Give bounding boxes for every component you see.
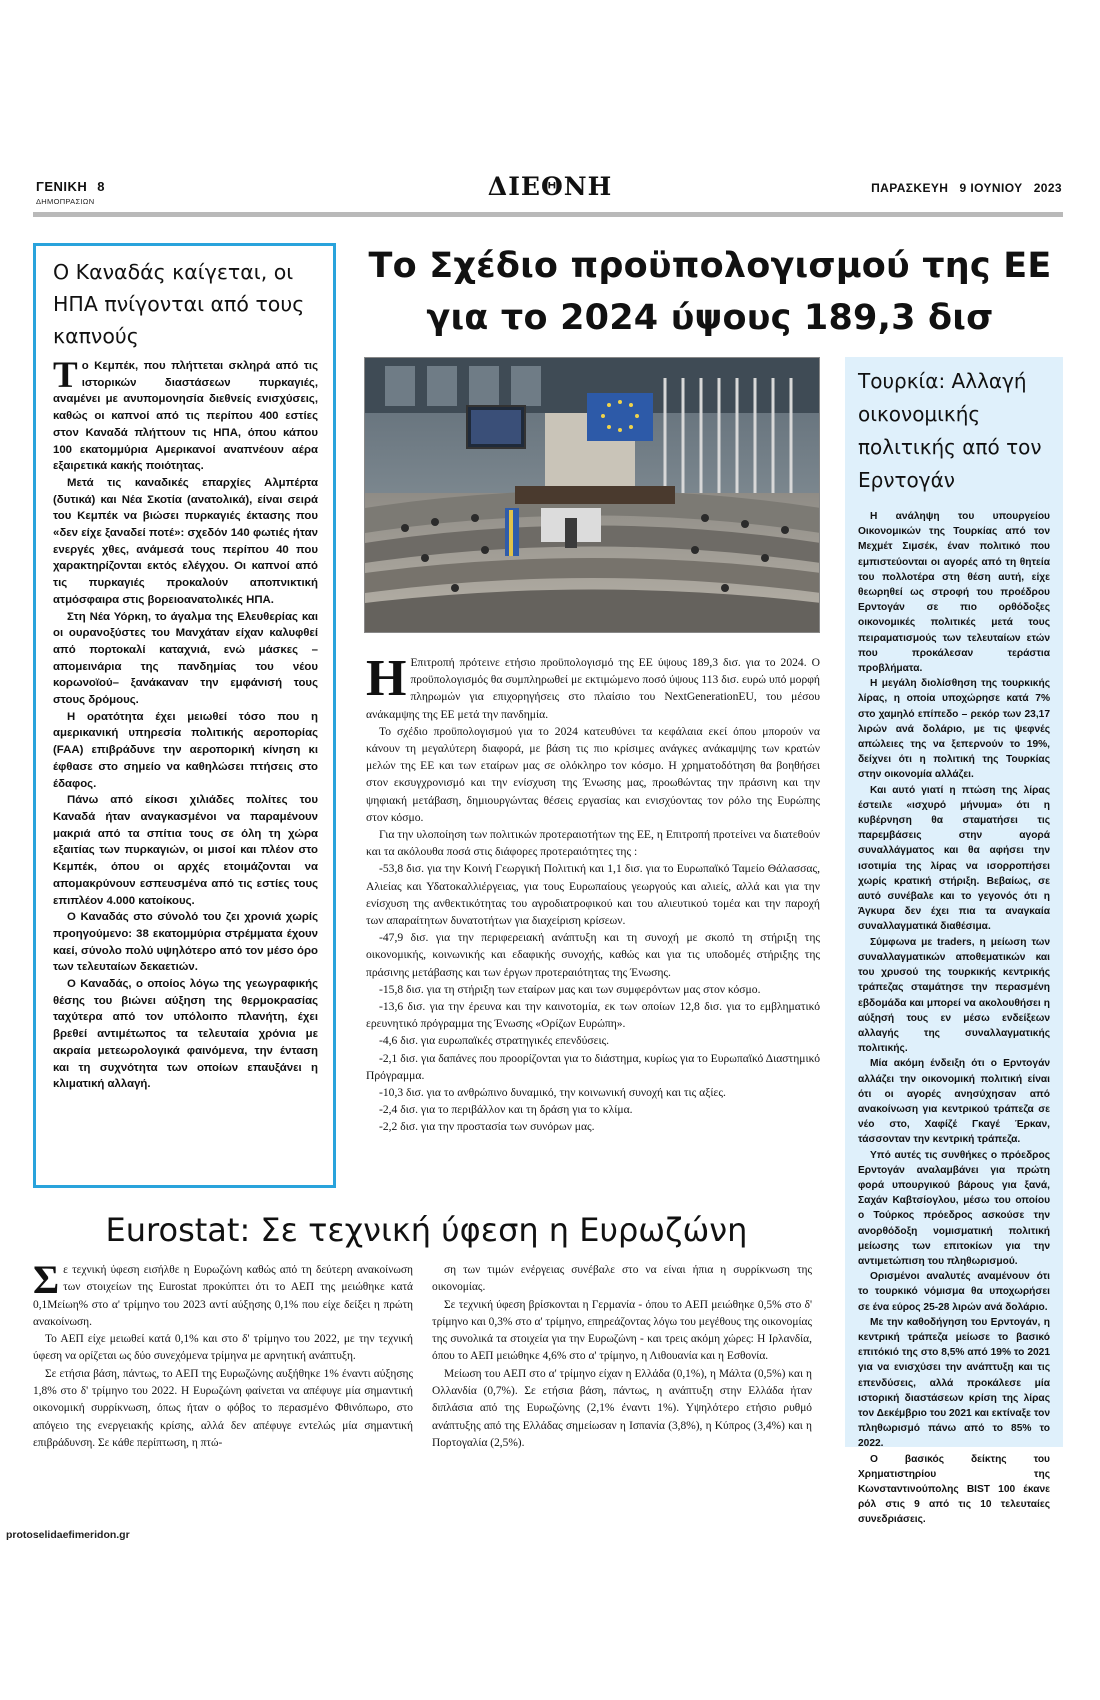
page-number: 8	[97, 179, 105, 194]
eurostat-lead-paragraph: Σε τεχνική ύφεση εισήλθε η Ευρωζώνη καθώς από τη δεύτερη ανακοίνωση των στοιχείων της Eurostat προκύπτει ότι το ΑΕΠ της μειώθηκε κατά 0,1Μείωη% στο α' τρίμηνο του 2023 αντί αύξησης 0,1% που είχε δείξει η πρώτη ανακοίνωση.	[33, 1257, 413, 1328]
turkey-paragraph: Ορισμένοι αναλυτές αναμένουν ότι το τουρκικό νόμισμα θα υποχωρήσει σε ένα εύρος 25-28 λιρών ανά δολάριο.	[858, 1271, 1050, 1313]
turkey-paragraph: Η μεγάλη διολίσθηση της τουρκικής λίρας, η οποία υποχώρησε κατά 7% στο χαμηλό επίπεδο – ρεκόρ των 23,17 λιρών ανά δολάριο, με τις ψεφνές απώλειες της να ξεπερνούν το 19%, δείχνει ότι η πολιτική της Τουρκίας στην οικονομία αλλάζει.	[858, 678, 1050, 781]
turkey-body	[858, 509, 1050, 1528]
budget-headline: Το Σχέδιο προϋπολογισμού της ΕΕ για το 2024 ύψους 189,3 δισ	[368, 246, 1052, 338]
drop-cap: Σ	[33, 1257, 60, 1302]
turkey-paragraph: Με την καθοδήγηση του Ερντογάν, η κεντρική τράπεζα μείωσε το βασικό επιτόκιό της στο 8,5% από 19% το 2021 για να ενισχύσει την ανάπτυξη και τις επενδύσεις, αλλά προκάλεσε μία ιστορική διαστάσεων κρίση της λίρας τον Δεκέμβριο του 2021 και εκτίναξε τον πληθωρισμό πάνω από το 85% το 2022.	[858, 1316, 1050, 1450]
header-rule	[33, 212, 1063, 217]
budget-item: -10,3 δισ. για το ανθρώπινο δυναμικό, την κοινωνική συνοχή και τις αξίες.	[379, 1086, 726, 1100]
drop-cap: Τ	[53, 355, 78, 396]
eurostat-paragraph: Το ΑΕΠ είχε μειωθεί κατά 0,1% και στο δ' τρίμηνο του 2022, με την τεχνική ύφεση να ορίζεται ως δύο συνεχόμενα τρίμηνα με αρνητική ανάπτυξη.	[33, 1333, 413, 1363]
section-label: ΓΕΝΙΚΗ	[36, 179, 88, 194]
budget-items-list	[366, 860, 820, 1135]
canada-article	[33, 243, 336, 1188]
eurostat-paragraph: Μείωση του ΑΕΠ στο α' τρίμηνο είχαν η Ελλάδα (0,1%), η Μάλτα (0,5%) και η Ολλανδία (0,7%). Σε ετήσια βάση, πάντως, η ανάπτυξη στην Ελλάδα ήταν διπλάσια από της Ευρωζώνης (2,1% έναντι 1%). Υψηλότερο ετήσιο ρυθμό ανάπτυξης από της Ελλάδας σημείωσαν η Ισπανία (3,8%), η Κύπρος (3,4%) και η Πορτογαλία (2,5%).	[432, 1367, 812, 1449]
footer-site: protoselidaefimeridon.gr	[6, 1529, 130, 1541]
turkey-paragraph: Η ανάληψη του υπουργείου Οικονομικών της Τουρκίας από τον Μεχμέτ Σιμσέκ, έναν πολιτικό που εμπιστεύονται οι αγορές από τη θητεία του πολλοτέρα στη θέση αυτή, είχε θεωρηθεί ως στροφή του προέδρου Ερντογάν σε πιο ορθόδοξες οικονομικές πολιτικές μετά τους πειραματισμούς των τελευταίων ετών που προκάλεσαν τεράστια προβλήματα.	[858, 511, 1050, 675]
budget-body	[366, 650, 820, 1136]
eurostat-headline: Eurostat: Σε τεχνική ύφεση η Ευρωζώνη	[105, 1211, 748, 1249]
budget-item: -15,8 δισ. για τη στήριξη των εταίρων μας και των συμφερόντων μας στον κόσμο.	[379, 982, 761, 996]
turkey-paragraph: Σύμφωνα με traders, η μείωση των συναλλαγματικών αποθεματικών και του χρυσού της τουρκικής κεντρικής τράπεζας σταμάτησε την περασμένη εβδομάδα και μπορεί να ακολουθήσει η αύξησή τους εν μέσω ενδείξεων αλλαγής της συναλλαγματικής πολιτικής.	[858, 936, 1050, 1055]
canada-paragraph: Η ορατότητα έχει μειωθεί τόσο που η αμερικανική υπηρεσία πολιτικής αεροπορίας (FAA) επιβράδυνε την αεροπορική κίνηση κι έφθασε στο σημείο να καθηλώσει πτήσεις στο έδαφος.	[53, 710, 318, 790]
eurostat-paragraph: ση των τιμών ενέργειας συνέβαλε στο να είναι ήπια η συρρίκνωση της οικονομίας.	[432, 1264, 812, 1294]
budget-item: -2,4 δισ. για το περιβάλλον και τη δράση για το κλίμα.	[379, 1103, 633, 1117]
budget-paragraph: Για την υλοποίηση των πολιτικών προτεραιοτήτων της ΕΕ, η Επιτροπή προτείνει να διατεθούν και τα ακόλουθα ποσά στις διάφορες προτεραιότητες της :	[366, 828, 820, 859]
budget-item: -53,8 δισ. για την Κοινή Γεωργική Πολιτική και 1,1 δισ. για το Ευρωπαϊκό Ταμείο Θάλασσας, Αλιείας και Υδατοκαλλιέργειας, για τους Ευρωπαίους γεωργούς και αλιείς, αλλά και για την ενίσχυση της ανθεκτικότητας του αγροδιατροφικού και του αλιευτικού τομέα και την παροχή των απαραίτητων δυνατοτήτων για διαχείριση κρίσεων.	[366, 862, 820, 928]
eurostat-paragraph: Σε τεχνική ύφεση βρίσκονται η Γερμανία - όπου το ΑΕΠ μειώθηκε 0,5% στο δ' τρίμηνο και 0,3% στο α' τρίμηνο, επηρεάζοντας λόγω του μεγέθους της οικονομίας της συνολικά τα στοιχεία για την Ευρωζώνη - και τρεις ακόμη χώρες: Η Ιρλανδία, όπου το ΑΕΠ μειώθηκε 4,6% στο α' τρίμηνο, η Λιθουανία και η Εσθονία.	[432, 1298, 812, 1363]
budget-item: -47,9 δισ. για την περιφερειακή ανάπτυξη και τη συνοχή με σκοπό τη στήριξη της οικονομικής, κοινωνικής και εδαφικής συνοχής, καθώς και για τις υποδομές στήριξης της πράσινης μετάβασης και των έργων προτεραιότητας της Ένωσης.	[366, 931, 820, 979]
canada-paragraph: Ο Καναδάς στο σύνολό του ζει χρονιά χωρίς προηγούμενο: 38 εκατομμύρια στρέμματα έχουν καεί, σύνολο πολύ υψηλότερο από τον μέσο όρο των τελευταίων δεκαετιών.	[53, 911, 318, 974]
turkey-paragraph: Και αυτό γιατί η πτώση της λίρας έστειλε «ισχυρό μήνυμα» ότι η κυβέρνηση θα σταματήσει τις παρεμβάσεις στην αγορά συναλλάγματος και θα αφήσει την ισοτιμία της λίρας να ισορροπήσει χωρίς κρατική στήριξη. Βεβαίως, σε αυτό συνέβαλε και το γεγονός ότι η Άγκυρα δεν έχει πια τα αναγκαία συναλλαγματικά διαθέσιμα.	[858, 784, 1050, 933]
turkey-headline: Τουρκία: Αλλαγή οικονομικής πολιτικής από τον Ερντογάν	[858, 369, 1042, 492]
eurostat-column-2	[432, 1262, 812, 1452]
budget-item: -2,2 δισ. για την προστασία των συνόρων μας.	[379, 1120, 595, 1134]
canada-lead-paragraph: Το Κεμπέκ, που πλήττεται σκληρά από τις ιστορικών διαστάσεων πυρκαγιές, αναμένει με ανυπομονησία διεθνείς ενισχύσεις, καθώς οι καπνοί από τις περίπου 400 εστίες στον Καναδά πλήττουν τις ΗΠΑ, όπου κάπου 100 εκατομμύρια Αμερικανοί αναπνέουν αέρα εξαιρετικά κακής ποιότητας.	[53, 355, 318, 473]
turkey-paragraph: Υπό αυτές τις συνθήκες ο πρόεδρος Ερντογάν αναλαμβάνει για πρώτη φορά υπουργικού βάρους για ξανά, Σαχάν Καβτσίογλου, μέσω του οποίου ο Τούρκος πρόεδρος ασκούσε την ανορθόδοξη νομισματική πολιτική μείωσης των επιτοκίων για την αντιμετώπιση του πληθωρισμού.	[858, 1149, 1050, 1267]
drop-cap: Η	[366, 650, 407, 707]
parliament-photo	[364, 357, 820, 633]
turkey-paragraph: Ο βασικός δείκτης του Χρηματιστηρίου της Κωνσταντινούπολης BIST 100 έκανε ρόλ στις 9 από τις 10 τελευταίες συνεδριάσεις.	[858, 1453, 1050, 1526]
budget-item: -2,1 δισ. για δαπάνες που προορίζονται για το διάστημα, κυρίως για το Ευρωπαϊκό Διαστημικό Πρόγραμμα.	[366, 1051, 820, 1082]
canada-paragraph: Μετά τις καναδικές επαρχίες Αλμπέρτα (δυτικά) και Νέα Σκοτία (ανατολικά), είναι σειρά του Κεμπέκ να βιώσει πυρκαγιές έκτασης που «δεν είχε ξαναδεί ποτέ»: σχεδόν 140 φωτιές ήταν ενεργές χθες, ανάμεσά τους περίπου 40 που χαρακτηρίζονται εκτός ελέγχου. Οι καπνοί από τις πυρκαγιές προκαλούν αποπνικτική ατμόσφαιρα στις βορειοανατολικές ΗΠΑ.	[53, 476, 318, 606]
masthead-title: ΔΙΕΘΝΗ	[487, 172, 613, 201]
masthead-date: ΠΑΡΑΣΚΕΥΗ 9 ΙΟΥΝΙΟΥ 2023	[871, 181, 1062, 195]
budget-lead-paragraph: Η Επιτροπή πρότεινε ετήσιο προϋπολογισμό της ΕΕ ύψους 189,3 δισ. για το 2024. Ο προϋπολογισμός θα συμπληρωθεί με εκτιμώμενο ποσό ύψους 113 δισ. ευρώ υπό μορφή πληρωμών για επιχορηγήσεις στο πλαίσιο του NextGenerationEU, του μέσου ανάκαμψης της ΕΕ μετά την πανδημία.	[366, 650, 820, 721]
section-subtitle: ΔΗΜΟΠΡΑΣΙΩΝ	[36, 197, 95, 206]
canada-paragraph: Ο Καναδάς, ο οποίος λόγω της γεωγραφικής θέσης του βιώνει αύξηση της θερμοκρασίας ταχύτερα από τον υπόλοιπο πλανήτη, έχει βρεθεί αντιμέτωπος τα τελευταία χρόνια με ακραία μετεωρολογικά φαινόμενα, την ένταση και τη συχνότητα των οποίων επαυξάνει η κλιματική αλλαγή.	[53, 978, 318, 1091]
turkey-article	[845, 357, 1063, 1526]
eurostat-column-1	[33, 1257, 413, 1452]
budget-paragraph: Το σχέδιο προϋπολογισμού για το 2024 κατευθύνει τα κεφάλαια εκεί όπου μπορούν να κάνουν τη μεγαλύτερη διαφορά, με βάση τις πιο κρίσιμες ανάγκες ανάκαμψης των κρατών μελών της ΕΕ και των εταίρων μας σε ολόκληρο τον κόσμο. Η χρηματοδότηση θα βοηθήσει στον εκσυγχρονισμό και την ενίσχυση της Ένωσης μας, προωθώντας την πράσινη και την ψηφιακή μετάβαση, δημιουργώντας θέσεις εργασίας και ενισχύοντας τον ρόλο της Ευρώπης στον κόσμο.	[366, 724, 820, 824]
canada-paragraph: Στη Νέα Υόρκη, το άγαλμα της Ελευθερίας και οι ουρανοξύστες του Μανχάταν είχαν καλυφθεί από πορτοκαλί καταχνιά, ενώ μάσκες –απομεινάρια της πανδημίας του νέου κορωνοϊού– ξανάκαναν την εμφάνισή τους στους δρόμους.	[53, 610, 318, 707]
eurostat-paragraph: Σε ετήσια βάση, πάντως, το ΑΕΠ της Ευρωζώνης αυξήθηκε 1% έναντι αύξησης 1,8% στο δ' τρίμηνο του 2022. Η Ευρωζώνη φαίνεται να απέφυγε μία σημαντική οικονομική συρρίκνωση, όπως ήταν ο φόβος το περασμένο Φθινόπωρο, στο απόγειο της ενεργειακής κρίσης, αλλά δεν απέφυγε εντελώς μία σημαντική επιβράδυνση. Σε κάθε περίπτωση, η πτώ-	[33, 1367, 413, 1449]
budget-item: -4,6 δισ. για ευρωπαϊκές στρατηγικές επενδύσεις.	[379, 1034, 610, 1048]
turkey-paragraph: Μία ακόμη ένδειξη ότι ο Ερντογάν αλλάζει την οικονομική πολιτική είναι ότι οι αγορές ανησύχησαν από ανακοίνωση για κεντρικού τράπεζα σε νέο στο, Χαφίζέ Γκαγέ Έρκαν, τάσσονταν την κεντρική τράπεζα.	[858, 1058, 1050, 1146]
canada-paragraph: Πάνω από είκοσι χιλιάδες πολίτες του Καναδά ήταν αναγκασμένοι να παραμένουν μακριά από τα σπίτια τους σε όλη τη χώρα εξαιτίας των πυρκαγιών, οι μισοί και πλέον στο Κεμπέκ, όπου οι αρχές ετοιμάζονται να απομακρύνουν εσπευσμένα από τις εστίες τους επιπλέον 4.000 κατοίκους.	[53, 794, 318, 907]
canada-body	[53, 355, 318, 1093]
budget-item: -13,6 δισ. για την έρευνα και την καινοτομία, εκ των οποίων 12,8 δισ. για το εμβληματικό ερευνητικό πρόγραμμα της Ένωσης «Ορίζων Ευρώπη».	[366, 1000, 820, 1031]
canada-headline: Ο Καναδάς καίγεται, οι ΗΠΑ πνίγονται από τους καπνούς	[53, 260, 305, 348]
